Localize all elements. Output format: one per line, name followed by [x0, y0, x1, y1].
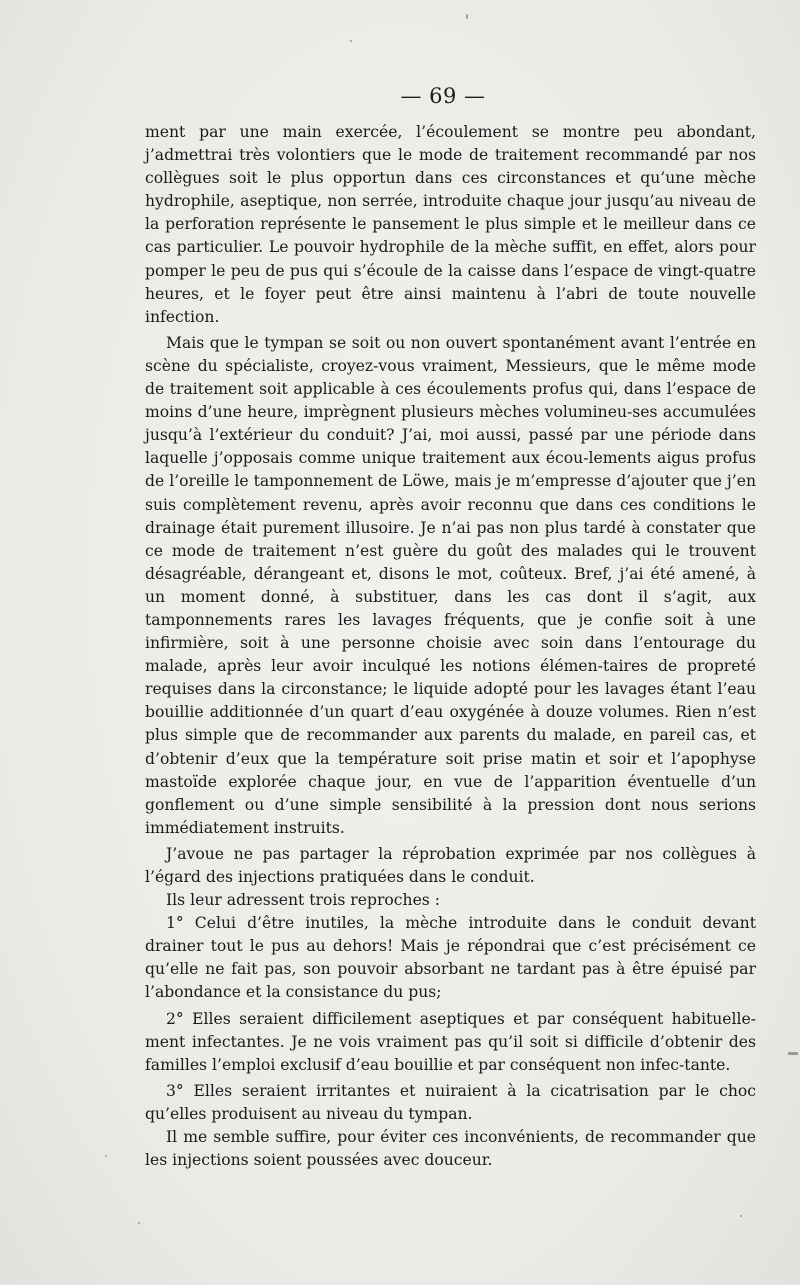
speck [138, 1222, 140, 1224]
paragraph-reproach-2: 2° Elles seraient difficilement aseptiques et par conséquent habituelle-ment infectantes. Je ne vois vraiment pas qu’il soit si difficile d’obtenir des familles l’emploi exclusif d’eau bouillie et par conséquent non infec-tante. [145, 1009, 756, 1074]
paragraph-reproach-1: 1° Celui d’être inutiles, la mèche introduite dans le conduit devant drainer tout le pus au dehors! Mais je répondrai que c’est précisément ce qu’elle ne fait pas, son pouvoir absorbant ne tardant pas à être épuisé par l’abondance et la consistance du pus; [145, 914, 756, 1002]
paragraph-continuation: ment par une main exercée, l’écoulement se montre peu abondant, j’admettrai très volontiers que le mode de traitement recommandé par nos collègues soit le plus opportun dans ces circonstances et qu’une mèche hydrophile, aseptique, non serrée, introduite chaque jour jusqu’au niveau de la perforation représente le pansement le plus simple et le meilleur dans ce cas particulier. Le pouvoir hydrophile de la mèche suffit, en effet, alors pour pomper le peu de pus qui s’écoule de la caisse dans l’espace de vingt-quatre heures, et le foyer peut être ainsi maintenu à l’abri de toute nouvelle infection. [145, 123, 756, 326]
paragraph-conclusion: Il me semble suffire, pour éviter ces inconvénients, de recommander que les injections soient poussées avec douceur. [145, 1128, 756, 1170]
paragraph-reproach-3: 3° Elles seraient irritantes et nuiraient à la cicatrisation par le choc qu’elles produisent au niveau du tympan. [145, 1081, 756, 1123]
speck [466, 14, 468, 19]
paragraph-injections: J’avoue ne pas partager la réprobation exprimée par nos collègues à l’égard des injections pratiquées dans le conduit. [145, 844, 756, 886]
speck [105, 1155, 107, 1157]
speck [350, 40, 352, 42]
speck [740, 1215, 742, 1217]
paragraph-reproaches-intro: Ils leur adressent trois reproches : [166, 891, 441, 910]
paragraph-profuse-discharge: Mais que le tympan se soit ou non ouvert spontanément avant l’entrée en scène du spécialiste, croyez-vous vraiment, Messieurs, que le même mode de traitement soit applicable à ces écoulements profus qui, dans l’espace de moins d’une heure, imprègnent plusieurs mèches volumineu-ses accumulées jusqu’à l’extérieur du conduit? J’ai, moi aussi, passé par une période dans laquelle j’opposais comme unique traitement aux écou-lements aigus profus de l’oreille le tamponnement de Löwe, mais je m’empresse d’ajouter que j’en suis complètement revenu, après avoir reconnu que dans ces conditions le drainage était purement illusoire. Je n’ai pas non plus tardé à constater que ce mode de traitement n’est guère du goût des malades qui le trouvent désagréable, dérangeant et, disons le mot, coûteux. Bref, j’ai été amené, à un moment donné, à substituer, dans les cas dont il s’agit, aux tamponnements rares les lavages fréquents, que je confie soit à une infirmière, soit à une personne choisie avec soin dans l’entourage du malade, après leur avoir inculqué les notions élémen-taires de propreté requises dans la circonstance; le liquide adopté pour les lavages étant l’eau bouillie additionnée d’un quart d’eau oxygénée à douze volumes. Rien n’est plus simple que de recommander aux parents du malade, en pareil cas, et d’obtenir d’eux que la température soit prise matin et soir et l’apophyse mastoïde explorée chaque jour, en vue de l’apparition éventuelle d’un gonflement ou d’une simple sensibilité à la pression dont nous serions immédiatement instruits. [145, 333, 756, 837]
body-text [145, 121, 756, 1172]
speck [788, 1052, 798, 1055]
page-number: — 69 — [400, 84, 486, 108]
